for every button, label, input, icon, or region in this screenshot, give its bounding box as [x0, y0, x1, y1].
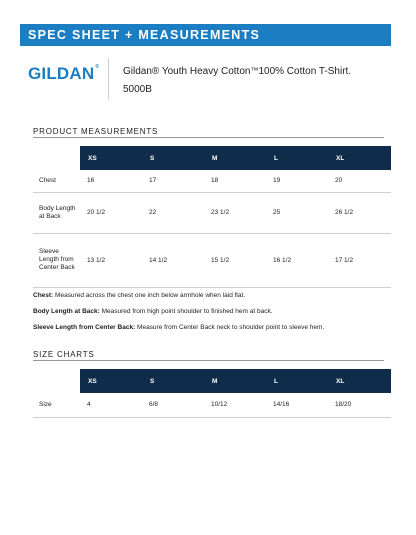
- table-cell: 22: [142, 192, 204, 233]
- product-code: 5000B: [123, 84, 152, 95]
- table-cell: 6/8: [142, 393, 204, 417]
- product-name-part2: 100% Cotton T-Shirt.: [258, 66, 352, 77]
- table-cell: 4: [80, 393, 142, 417]
- table-cell: 16: [80, 170, 142, 192]
- section-divider: [33, 360, 384, 361]
- table-cell: 18: [204, 170, 266, 192]
- note-body-length: [33, 308, 393, 316]
- table-cell: 17 1/2: [328, 233, 391, 287]
- measurement-notes: [33, 292, 393, 340]
- size-header-m: M: [204, 369, 266, 393]
- table-cell: 14 1/2: [142, 233, 204, 287]
- section-divider: [33, 137, 384, 138]
- note-term: Body Length at Back:: [33, 308, 100, 315]
- row-label-chest: Chest: [33, 170, 80, 192]
- table-row: [33, 170, 391, 192]
- table-cell: 15 1/2: [204, 233, 266, 287]
- table-cell: 10/12: [204, 393, 266, 417]
- size-header-xs: XS: [80, 369, 142, 393]
- logo-text: GILDAN: [28, 64, 95, 83]
- size-header-l: L: [266, 369, 328, 393]
- product-name: [123, 66, 351, 77]
- note-chest: [33, 292, 393, 300]
- note-sleeve-length: [33, 324, 393, 332]
- note-term: Sleeve Length from Center Back:: [33, 324, 136, 331]
- note-text: Measured across the chest one inch below armhole when laid flat.: [53, 292, 246, 299]
- row-label-size: Size: [33, 393, 80, 417]
- table-row: [33, 233, 391, 287]
- table-cell: 25: [266, 192, 328, 233]
- row-label-sleeve-length: Sleeve Length from Center Back: [33, 233, 80, 287]
- product-name-part1: Gildan® Youth Heavy Cotton: [123, 66, 251, 77]
- size-header-s: S: [142, 146, 204, 170]
- table-cell: 19: [266, 170, 328, 192]
- table-cell: 18/20: [328, 393, 391, 417]
- size-charts-title: SIZE CHARTS: [33, 350, 95, 359]
- spec-sheet-banner: SPEC SHEET + MEASUREMENTS: [20, 24, 391, 46]
- header-blank-cell: [33, 146, 80, 170]
- table-cell: 20 1/2: [80, 192, 142, 233]
- table-cell: 16 1/2: [266, 233, 328, 287]
- trademark-symbol: ™: [250, 66, 259, 75]
- size-header-m: M: [204, 146, 266, 170]
- size-charts-header-row: [33, 369, 391, 393]
- note-term: Chest:: [33, 292, 54, 299]
- table-cell: 17: [142, 170, 204, 192]
- header-blank-cell: [33, 369, 80, 393]
- table-cell: 20: [328, 170, 391, 192]
- table-cell: 14/16: [266, 393, 328, 417]
- size-charts-table: [33, 369, 391, 418]
- size-header-s: S: [142, 369, 204, 393]
- measurements-header-row: [33, 146, 391, 170]
- logo-registered-mark: ®: [95, 64, 100, 70]
- gildan-logo: [28, 64, 99, 84]
- size-header-xs: XS: [80, 146, 142, 170]
- table-row: [33, 393, 391, 417]
- size-header-l: L: [266, 146, 328, 170]
- table-cell: 23 1/2: [204, 192, 266, 233]
- size-header-xl: XL: [328, 146, 391, 170]
- table-row: [33, 192, 391, 233]
- table-cell: 13 1/2: [80, 233, 142, 287]
- product-measurements-title: PRODUCT MEASUREMENTS: [33, 127, 159, 136]
- table-cell: 26 1/2: [328, 192, 391, 233]
- header-divider: [108, 58, 109, 100]
- size-header-xl: XL: [328, 369, 391, 393]
- note-text: Measured from high point shoulder to finished hem at back.: [99, 308, 273, 315]
- measurements-table: [33, 146, 391, 288]
- note-text: Measure from Center Back neck to shoulder point to sleeve hem.: [135, 324, 325, 331]
- row-label-body-length: Body Length at Back: [33, 192, 80, 233]
